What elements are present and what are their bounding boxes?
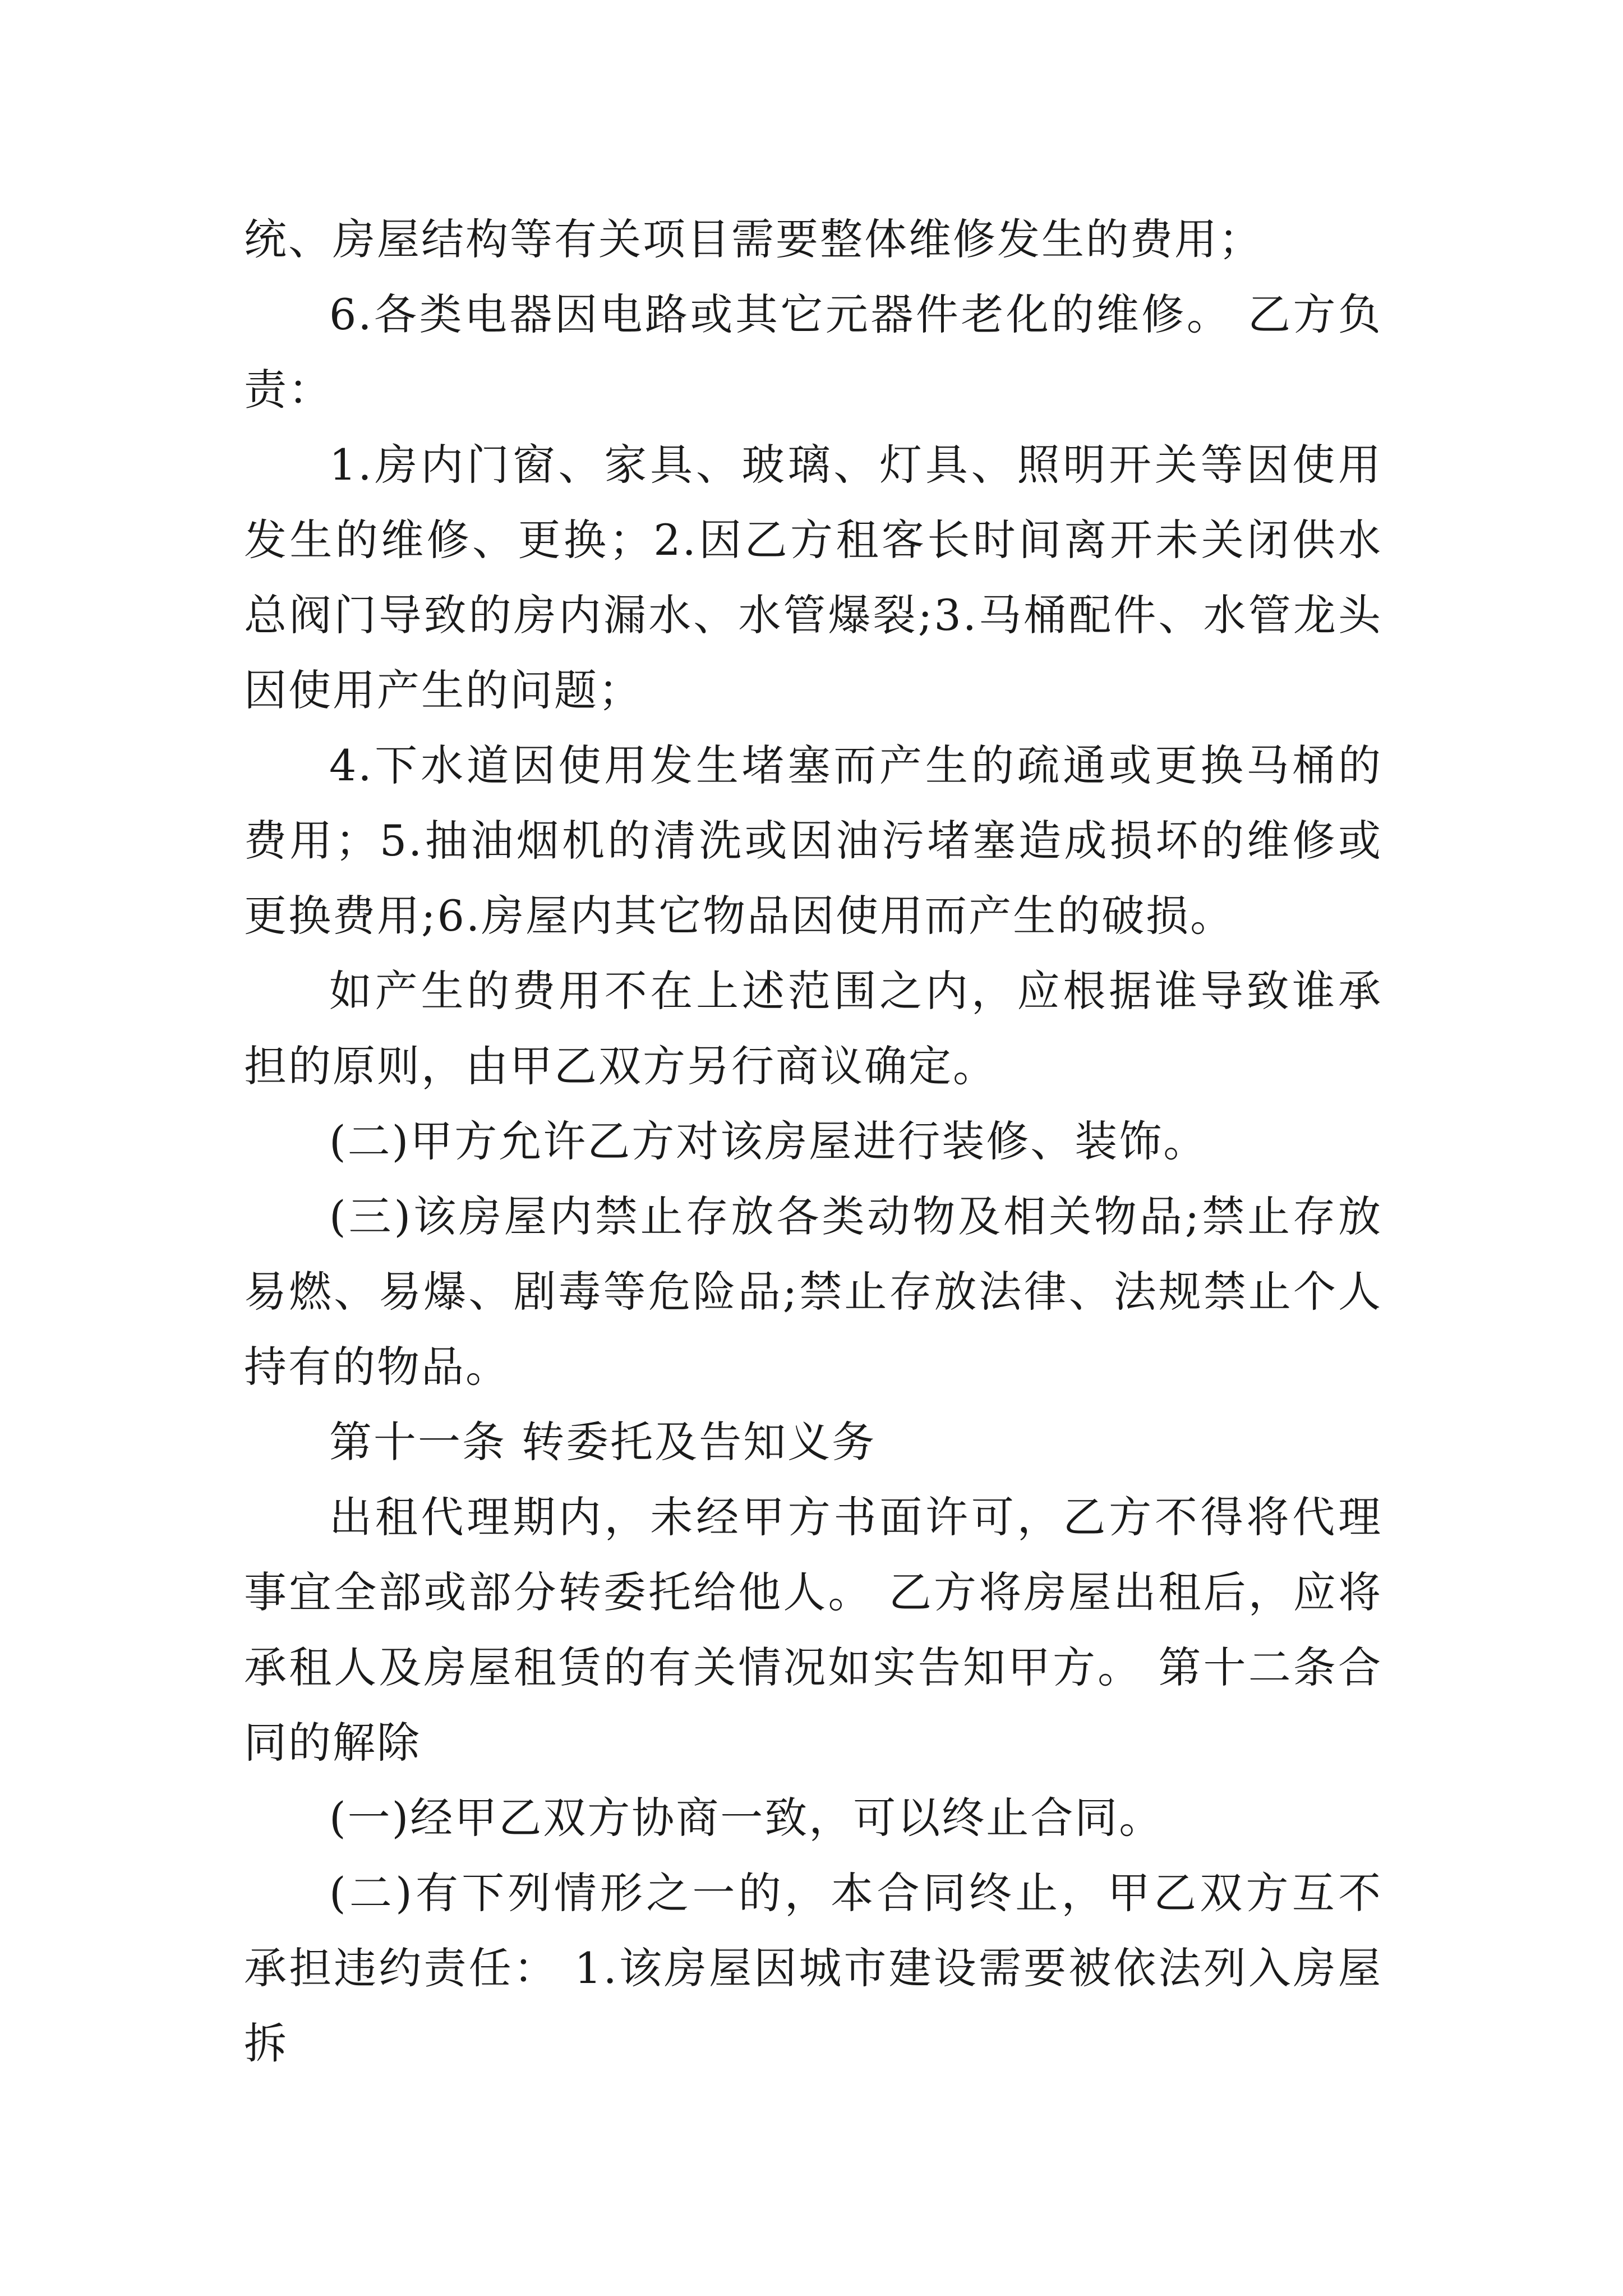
paragraph: 统、房屋结构等有关项目需要整体维修发生的费用；: [244, 214, 1263, 264]
paragraph: 4.下水道因使用发生堵塞而产生的疏通或更换马桶的费用；5.抽油烟机的清洗或因油污堵塞造成损坏的维修或更换费用;6.房屋内其它物品因使用而产生的破损。: [244, 740, 1382, 941]
paragraph: 1.房内门窗、家具、玻璃、灯具、照明开关等因使用发生的维修、更换；2.因乙方租客长时间离开未关闭供水总阀门导致的房内漏水、水管爆裂;3.马桶配件、水管龙头因使用产生的问题；: [244, 440, 1382, 715]
contract-body: [244, 202, 1382, 2081]
paragraph: (二)甲方允许乙方对该房屋进行装修、装饰。: [329, 1116, 1208, 1166]
paragraph: 6.各类电器因电路或其它元器件老化的维修。 乙方负责：: [244, 289, 1382, 415]
section-heading: 第十一条 转委托及告知义务: [329, 1417, 877, 1467]
paragraph: 出租代理期内，未经甲方书面许可，乙方不得将代理事宜全部或部分转委托给他人。 乙方将房屋出租后，应将承租人及房屋租赁的有关情况如实告知甲方。 第十二条合同的解除: [244, 1492, 1382, 1768]
paragraph: (三)该房屋内禁止存放各类动物及相关物品;禁止存放易燃、易爆、剧毒等危险品;禁止存放法律、法规禁止个人持有的物品。: [244, 1191, 1382, 1392]
paragraph: (二)有下列情形之一的，本合同终止，甲乙双方互不承担违约责任： 1.该房屋因城市建设需要被依法列入房屋拆: [244, 1868, 1382, 2068]
paragraph: (一)经甲乙双方协商一致，可以终止合同。: [329, 1793, 1164, 1843]
paragraph: 如产生的费用不在上述范围之内，应根据谁导致谁承担的原则，由甲乙双方另行商议确定。: [244, 966, 1382, 1091]
